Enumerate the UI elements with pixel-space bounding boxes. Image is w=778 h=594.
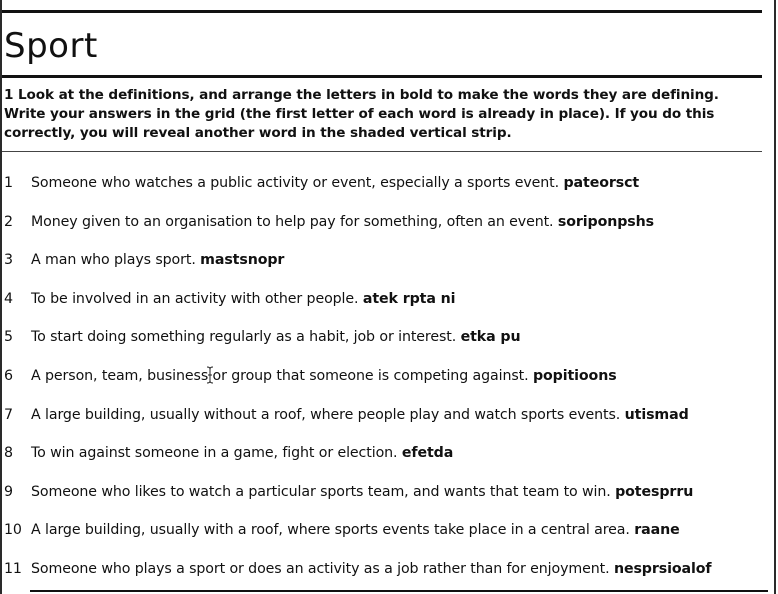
item-text [31, 212, 654, 232]
item-anagram: raane [634, 522, 680, 539]
item-text [31, 289, 455, 309]
bottom-rule [30, 590, 768, 592]
item-text [31, 173, 639, 193]
item-definition: Money given to an organisation to help pay for something, often an event. [31, 213, 554, 230]
item-number: 2 [4, 213, 13, 230]
item-definition: To start doing something regularly as a habit, job or interest. [31, 329, 457, 346]
list-item [0, 475, 770, 514]
item-text [31, 559, 711, 579]
item-text [31, 482, 693, 502]
item-anagram: popitioons [532, 367, 617, 384]
item-number: 10 [4, 522, 22, 539]
list-item [0, 436, 770, 475]
item-anagram: etka pu [460, 329, 521, 346]
list-item [0, 282, 770, 321]
item-anagram: potesprru [615, 483, 694, 500]
list-item [0, 552, 770, 591]
title-rule [2, 75, 762, 78]
exercise-instructions: 1 Look at the definitions, and arrange the letters in bold to make the words they are defining. Write your answers in the grid (the first letter of each word is already in place). If you do this correctly, you will reveal another word in the shaded vertical strip. [4, 87, 719, 141]
text-cursor-icon [206, 366, 214, 384]
list-item [0, 243, 770, 282]
list-item [0, 320, 770, 359]
item-definition: To be involved in an activity with other people. [31, 290, 359, 307]
item-definition: Someone who plays a sport or does an activity as a job rather than for enjoyment. [31, 560, 610, 577]
item-definition: To win against someone in a game, fight or election. [31, 445, 398, 462]
instructions-rule [2, 151, 762, 152]
item-text [31, 405, 689, 425]
item-number: 8 [4, 445, 13, 462]
item-definition: A man who plays sport. [31, 252, 196, 269]
item-anagram: soriponpshs [557, 213, 654, 230]
item-definition: A large building, usually with a roof, where sports events take place in a central area. [31, 522, 630, 539]
item-definition: A person, team, business or group that someone is competing against. [31, 367, 529, 384]
item-number: 5 [4, 329, 13, 346]
item-text [31, 443, 453, 463]
list-item [0, 205, 770, 244]
item-anagram: mastsnopr [200, 252, 285, 269]
item-anagram: pateorsct [563, 175, 640, 191]
item-number: 1 [4, 175, 13, 191]
list-item [0, 513, 770, 552]
item-text [31, 520, 680, 540]
list-item [0, 359, 770, 398]
top-rule [2, 10, 762, 13]
item-number: 3 [4, 252, 13, 269]
item-definition: Someone who likes to watch a particular sports team, and wants that team to win. [31, 483, 611, 500]
list-item [0, 398, 770, 437]
definitions-list [0, 166, 770, 591]
item-text [31, 327, 520, 347]
item-anagram: efetda [401, 445, 454, 462]
item-text [31, 366, 617, 386]
page-title: Sport [4, 26, 98, 66]
item-number: 7 [4, 406, 13, 423]
item-definition: Someone who watches a public activity or event, especially a sports event. [31, 175, 560, 191]
item-number: 6 [4, 367, 13, 384]
item-definition: A large building, usually without a roof, where people play and watch sports events. [31, 406, 621, 423]
item-anagram: utismad [624, 406, 689, 423]
item-number: 9 [4, 483, 13, 500]
list-item [0, 166, 770, 205]
page-right-border [774, 0, 776, 594]
item-anagram: nesprsioalof [613, 560, 712, 577]
item-number: 4 [4, 290, 13, 307]
item-number: 11 [4, 560, 22, 577]
item-text [31, 250, 284, 270]
item-anagram: atek rpta ni [362, 290, 456, 307]
